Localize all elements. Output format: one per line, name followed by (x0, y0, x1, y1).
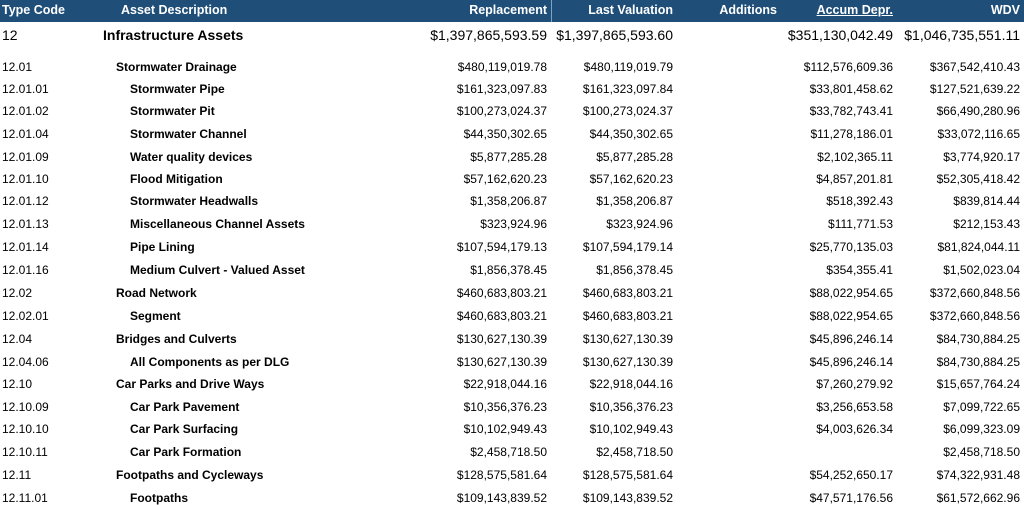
accum-depr-cell: $351,130,042.49 (787, 27, 893, 43)
type-code-cell: 12.10.11 (2, 445, 48, 459)
type-code-cell: 12.01.04 (2, 127, 49, 141)
type-code-cell: 12.01.14 (2, 240, 49, 254)
wdv-cell: $7,099,722.65 (943, 400, 1020, 414)
wdv-cell: $81,824,044.11 (937, 240, 1020, 254)
accum-depr-cell: $354,355.41 (826, 263, 893, 277)
accum-depr-cell: $112,576,609.36 (803, 60, 893, 74)
accum-depr-cell: $11,278,186.01 (810, 127, 893, 141)
wdv-cell: $372,660,848.56 (929, 309, 1020, 323)
last-valuation-cell: $1,856,378.45 (596, 263, 673, 277)
wdv-cell: $212,153.43 (953, 217, 1020, 231)
last-valuation-cell: $460,683,803.21 (582, 309, 673, 323)
replacement-cell: $22,918,044.16 (463, 377, 547, 391)
header-asset-description[interactable]: Asset Description (121, 3, 228, 17)
type-code-cell: 12.01.01 (2, 82, 49, 96)
asset-description-cell: Road Network (116, 286, 197, 300)
wdv-cell: $367,542,410.43 (929, 60, 1020, 74)
asset-description-cell: Stormwater Channel (130, 127, 247, 141)
replacement-cell: $128,575,581.64 (456, 468, 547, 482)
asset-description-cell: Water quality devices (130, 150, 253, 164)
header-type-code[interactable]: Type Code (2, 3, 65, 17)
replacement-cell: $161,323,097.83 (456, 82, 547, 96)
last-valuation-cell: $460,683,803.21 (582, 286, 673, 300)
asset-description-cell: Stormwater Pipe (130, 82, 225, 96)
replacement-cell: $480,119,019.78 (457, 60, 547, 74)
replacement-cell: $109,143,839.52 (456, 491, 547, 505)
accum-depr-cell: $33,801,458.62 (809, 82, 893, 96)
accum-depr-cell: $518,392.43 (826, 194, 893, 208)
last-valuation-cell: $128,575,581.64 (582, 468, 673, 482)
last-valuation-cell: $480,119,019.79 (583, 60, 673, 74)
header-additions[interactable]: Additions (719, 3, 777, 17)
asset-description-cell: Car Park Surfacing (130, 422, 239, 436)
last-valuation-cell: $323,924.96 (606, 217, 673, 231)
asset-description-cell: Pipe Lining (130, 240, 195, 254)
last-valuation-cell: $10,356,376.23 (589, 400, 673, 414)
type-code-cell: 12.01 (2, 60, 33, 74)
replacement-cell: $44,350,302.65 (463, 127, 547, 141)
asset-description-cell: Footpaths (130, 491, 188, 505)
last-valuation-cell: $161,323,097.84 (582, 82, 673, 96)
replacement-cell: $10,356,376.23 (463, 400, 547, 414)
last-valuation-cell: $2,458,718.50 (596, 445, 673, 459)
last-valuation-cell: $109,143,839.52 (582, 491, 673, 505)
type-code-cell: 12.01.13 (2, 217, 49, 231)
last-valuation-cell: $10,102,949.43 (589, 422, 673, 436)
asset-description-cell: Segment (130, 309, 181, 323)
wdv-cell: $2,458,718.50 (943, 445, 1020, 459)
type-code-cell: 12.01.16 (2, 263, 49, 277)
table-header (0, 0, 1024, 22)
accum-depr-cell: $88,022,954.65 (809, 286, 893, 300)
type-code-cell: 12.04 (2, 332, 33, 346)
wdv-cell: $1,046,735,551.11 (904, 27, 1020, 43)
wdv-cell: $33,072,116.65 (937, 127, 1020, 141)
type-code-cell: 12 (2, 27, 18, 43)
replacement-cell: $130,627,130.39 (456, 332, 547, 346)
accum-depr-cell: $2,102,365.11 (817, 150, 893, 164)
last-valuation-cell: $1,358,206.87 (596, 194, 673, 208)
replacement-cell: $323,924.96 (480, 217, 547, 231)
asset-description-cell: Medium Culvert - Valued Asset (130, 263, 305, 277)
asset-description-cell: Infrastructure Assets (103, 27, 244, 43)
type-code-cell: 12.04.06 (2, 355, 49, 369)
replacement-cell: $5,877,285.28 (470, 150, 547, 164)
type-code-cell: 12.01.12 (2, 194, 49, 208)
asset-description-cell: Stormwater Pit (130, 104, 215, 118)
last-valuation-cell: $5,877,285.28 (596, 150, 673, 164)
type-code-cell: 12.10.10 (2, 422, 49, 436)
type-code-cell: 12.01.02 (2, 104, 49, 118)
last-valuation-cell: $130,627,130.39 (582, 332, 673, 346)
last-valuation-cell: $107,594,179.14 (582, 240, 673, 254)
wdv-cell: $84,730,884.25 (936, 355, 1020, 369)
wdv-cell: $839,814.44 (953, 194, 1020, 208)
accum-depr-cell: $25,770,135.03 (809, 240, 893, 254)
wdv-cell: $372,660,848.56 (929, 286, 1020, 300)
replacement-cell: $1,358,206.87 (470, 194, 547, 208)
asset-description-cell: Car Park Formation (130, 445, 242, 459)
accum-depr-cell: $4,857,201.81 (816, 172, 893, 186)
accum-depr-cell: $33,782,743.41 (809, 104, 893, 118)
wdv-cell: $61,572,662.96 (936, 491, 1020, 505)
wdv-cell: $6,099,323.09 (943, 422, 1020, 436)
asset-description-cell: Stormwater Drainage (116, 60, 237, 74)
wdv-cell: $1,502,023.04 (943, 263, 1020, 277)
last-valuation-cell: $1,397,865,593.60 (556, 27, 673, 43)
asset-description-cell: Car Parks and Drive Ways (116, 377, 265, 391)
wdv-cell: $3,774,920.17 (943, 150, 1020, 164)
type-code-cell: 12.10.09 (2, 400, 49, 414)
accum-depr-cell: $111,771.53 (828, 217, 893, 231)
replacement-cell: $57,162,620.23 (463, 172, 547, 186)
replacement-cell: $2,458,718.50 (470, 445, 547, 459)
replacement-cell: $100,273,024.37 (456, 104, 547, 118)
replacement-cell: $460,683,803.21 (456, 309, 547, 323)
column-divider (551, 0, 552, 22)
type-code-cell: 12.11 (2, 468, 32, 482)
asset-description-cell: Footpaths and Cycleways (116, 468, 264, 482)
wdv-cell: $66,490,280.96 (936, 104, 1020, 118)
last-valuation-cell: $57,162,620.23 (589, 172, 673, 186)
accum-depr-cell: $7,260,279.92 (816, 377, 893, 391)
wdv-cell: $127,521,639.22 (929, 82, 1020, 96)
type-code-cell: 12.01.09 (2, 150, 49, 164)
accum-depr-cell: $45,896,246.14 (809, 355, 893, 369)
wdv-cell: $84,730,884.25 (936, 332, 1020, 346)
accum-depr-cell: $4,003,626.34 (816, 422, 893, 436)
replacement-cell: $10,102,949.43 (463, 422, 547, 436)
last-valuation-cell: $44,350,302.65 (589, 127, 673, 141)
replacement-cell: $1,397,865,593.59 (430, 27, 547, 43)
last-valuation-cell: $22,918,044.16 (589, 377, 673, 391)
last-valuation-cell: $130,627,130.39 (582, 355, 673, 369)
replacement-cell: $1,856,378.45 (470, 263, 547, 277)
type-code-cell: 12.11.01 (2, 491, 48, 505)
accum-depr-cell: $54,252,650.17 (809, 468, 893, 482)
wdv-cell: $74,322,931.48 (936, 468, 1020, 482)
header-accum-depr[interactable]: Accum Depr. (816, 3, 893, 17)
asset-description-cell: Bridges and Culverts (116, 332, 237, 346)
replacement-cell: $107,594,179.13 (456, 240, 547, 254)
asset-description-cell: Flood Mitigation (130, 172, 223, 186)
asset-description-cell: Stormwater Headwalls (130, 194, 259, 208)
header-wdv[interactable]: WDV (990, 3, 1020, 17)
wdv-cell: $52,305,418.42 (936, 172, 1020, 186)
asset-description-cell: Car Park Pavement (130, 400, 240, 414)
last-valuation-cell: $100,273,024.37 (582, 104, 673, 118)
type-code-cell: 12.01.10 (2, 172, 49, 186)
wdv-cell: $15,657,764.24 (936, 377, 1020, 391)
type-code-cell: 12.02 (2, 286, 33, 300)
header-last-valuation[interactable]: Last Valuation (588, 3, 673, 17)
replacement-cell: $130,627,130.39 (456, 355, 547, 369)
accum-depr-cell: $3,256,653.58 (816, 400, 893, 414)
type-code-cell: 12.02.01 (2, 309, 49, 323)
replacement-cell: $460,683,803.21 (456, 286, 547, 300)
accum-depr-cell: $88,022,954.65 (809, 309, 893, 323)
accum-depr-cell: $47,571,176.56 (809, 491, 893, 505)
asset-description-cell: All Components as per DLG (130, 355, 290, 369)
asset-description-cell: Miscellaneous Channel Assets (130, 217, 305, 231)
header-replacement[interactable]: Replacement (469, 3, 547, 17)
type-code-cell: 12.10 (2, 377, 33, 391)
accum-depr-cell: $45,896,246.14 (809, 332, 893, 346)
